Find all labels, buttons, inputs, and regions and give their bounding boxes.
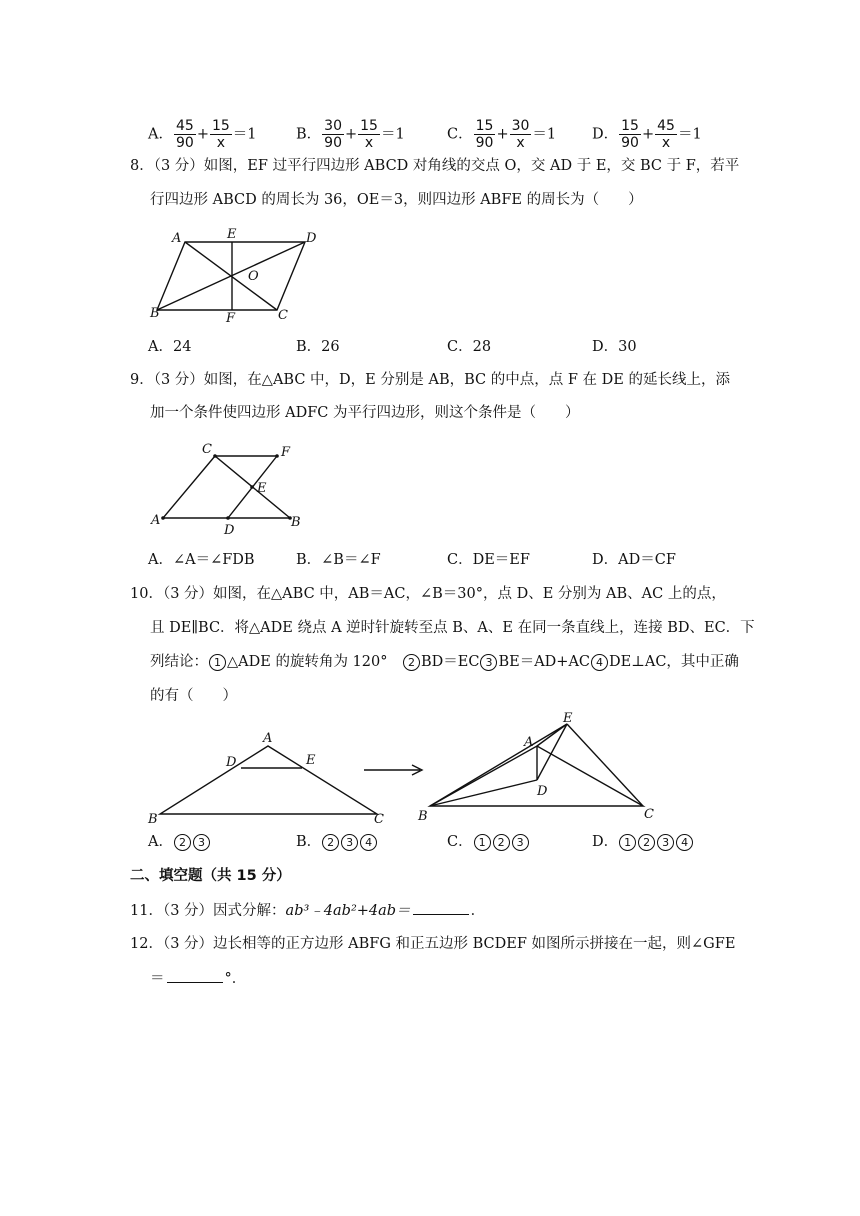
q10-fig1-label-d: D bbox=[226, 755, 237, 770]
q10-option-d: D． 1 2 3 4 bbox=[592, 832, 694, 852]
q8-parallelogram-figure bbox=[140, 222, 340, 326]
q10-fig2-label-b: B bbox=[418, 809, 428, 824]
q7-option-a: A． $\frac{45}{90}$ + $\frac{15}{x}$ ＝1 bbox=[148, 118, 257, 151]
q12-text-line2: ＝ °． bbox=[150, 968, 246, 989]
q8-label-f: F bbox=[226, 311, 236, 326]
q10-circled-2: 2 bbox=[403, 654, 420, 671]
q9-label-e: E bbox=[257, 481, 267, 496]
q9-label-a: A bbox=[151, 513, 161, 528]
q7-option-b: B． $\frac{30}{90}$ + $\frac{15}{x}$ ＝1 bbox=[296, 118, 405, 151]
q12-answer-blank bbox=[167, 968, 223, 983]
q10-fig2-label-d: D bbox=[537, 784, 548, 799]
q10-option-b: B． 2 3 4 bbox=[296, 832, 378, 852]
q10-text-line2: 且 DE∥BC．将△ADE 绕点 A 逆时针旋转至点 B、A、E 在同一条直线上，连接 BD、EC．下 bbox=[150, 620, 755, 636]
q10-text-line3: 列结论： 1 △ADE 的旋转角为 120° 2 BD＝EC 3 BE＝AD+AC 4 DE⊥AC，其中正确 bbox=[150, 654, 739, 670]
q10-fig1-label-a: A bbox=[263, 731, 273, 746]
q9-option-a: A．∠A＝∠FDB bbox=[148, 552, 255, 568]
section-title-fill-in: 二、填空题（共 15 分） bbox=[130, 868, 291, 884]
q9-text-line1: 9．（3 分）如图，在△ABC 中，D，E 分别是 AB，BC 的中点，点 F 在 DE 的延长线上，添 bbox=[130, 372, 730, 388]
q8-label-d: D bbox=[306, 231, 317, 246]
q8-label-a: A bbox=[172, 231, 182, 246]
q9-option-d: D．AD＝CF bbox=[592, 552, 676, 568]
q10-fig1-label-e: E bbox=[306, 753, 316, 768]
q10-text-line1: 10．（3 分）如图，在△ABC 中，AB＝AC，∠B＝30°，点 D、E 分别为 AB、AC 上的点， bbox=[130, 586, 726, 602]
q9-label-c: C bbox=[202, 442, 212, 457]
q10-circled-3: 3 bbox=[480, 654, 497, 671]
q10-fig1-label-c: C bbox=[374, 812, 384, 826]
q10-fig2-label-c: C bbox=[644, 807, 654, 822]
q8-label-c: C bbox=[278, 308, 288, 323]
q9-label-b: B bbox=[291, 515, 301, 530]
q10-option-a: A． 2 3 bbox=[148, 832, 211, 852]
q9-triangle-figure bbox=[140, 436, 320, 536]
q9-label-d: D bbox=[224, 523, 235, 536]
q10-fig1-label-b: B bbox=[148, 812, 158, 826]
q8-option-c: C．28 bbox=[447, 339, 492, 355]
q8-option-a: A．24 bbox=[148, 339, 192, 355]
q10-option-c: C． 1 2 3 bbox=[447, 832, 530, 852]
q8-label-e: E bbox=[227, 227, 237, 242]
q7-options bbox=[148, 112, 748, 151]
q10-fig2-label-e: E bbox=[563, 711, 573, 726]
q8-text-line1: 8．（3 分）如图，EF 过平行四边形 ABCD 对角线的交点 O，交 AD 于 E，交 BC 于 F，若平 bbox=[130, 158, 740, 174]
q10-figure-after bbox=[410, 706, 670, 826]
q10-fig2-label-a: A bbox=[524, 735, 534, 750]
q8-label-o: O bbox=[248, 269, 259, 284]
q9-option-c: C．DE＝EF bbox=[447, 552, 530, 568]
q9-label-f: F bbox=[281, 445, 291, 460]
q7-option-c: C． $\frac{15}{90}$ + $\frac{30}{x}$ ＝1 bbox=[447, 118, 557, 151]
q8-text-line2: 行四边形 ABCD 的周长为 36，OE＝3，则四边形 ABFE 的周长为（ ） bbox=[150, 192, 643, 208]
q9-text-line2: 加一个条件使四边形 ADFC 为平行四边形，则这个条件是（ ） bbox=[150, 405, 580, 421]
q10-circled-4: 4 bbox=[591, 654, 608, 671]
q10-text-line4: 的有（ ） bbox=[150, 688, 237, 704]
q7-option-d: D． $\frac{15}{90}$ + $\frac{45}{x}$ ＝1 bbox=[592, 118, 702, 151]
q12-text-line1: 12．（3 分）边长相等的正方边形 ABFG 和正五边形 BCDEF 如图所示拼接在一起，则∠GFE bbox=[130, 936, 736, 952]
q8-option-d: D．30 bbox=[592, 339, 637, 355]
q8-label-b: B bbox=[150, 306, 160, 321]
q8-option-b: B．26 bbox=[296, 339, 340, 355]
q11-answer-blank bbox=[413, 900, 469, 915]
q9-option-b: B．∠B＝∠F bbox=[296, 552, 381, 568]
q11-text: 11．（3 分）因式分解：ab³﹣4ab²+4ab＝ ． bbox=[130, 900, 485, 921]
q10-circled-1: 1 bbox=[209, 654, 226, 671]
